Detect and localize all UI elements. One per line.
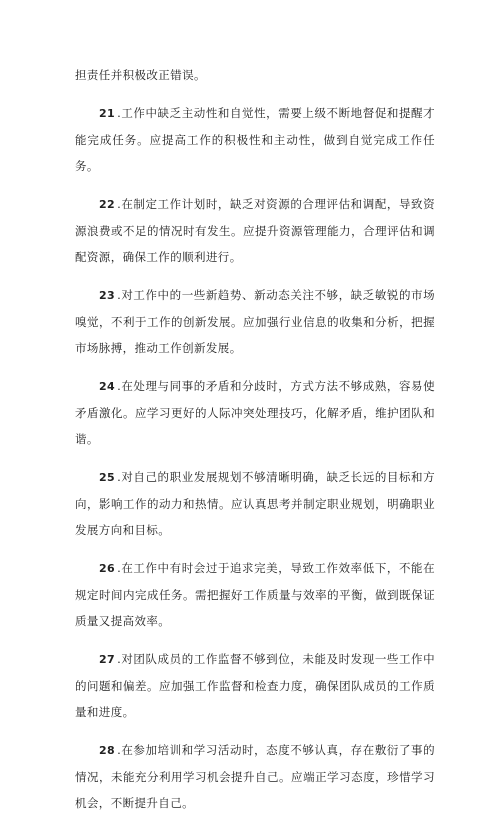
document-body: [75, 62, 435, 816]
item-number: 28: [99, 744, 116, 757]
item-text: .在处理与同事的矛盾和分歧时，方式方法不够成熟，容易使矛盾激化。应学习更好的人际冲突处理技巧，化解矛盾，维护团队和谐。: [75, 379, 435, 446]
item-text: .在制定工作计划时，缺乏对资源的合理评估和调配，导致资源浪费或不足的情况时有发生。应提升资源管理能力，合理评估和调配资源，确保工作的顺利进行。: [75, 197, 435, 264]
item-number: 26: [99, 562, 116, 575]
item-text: .对自己的职业发展规划不够清晰明确，缺乏长远的目标和方向，影响工作的动力和热情。应认真思考并制定职业规划，明确职业发展方向和目标。: [75, 470, 435, 537]
list-item: [75, 737, 435, 816]
item-text: .对团队成员的工作监督不够到位，未能及时发现一些工作中的问题和偏差。应加强工作监督和检查力度，确保团队成员的工作质量和进度。: [75, 652, 435, 719]
item-text: .在工作中有时会过于追求完美，导致工作效率低下，不能在规定时间内完成任务。需把握好工作质量与效率的平衡，做到既保证质量又提高效率。: [75, 561, 435, 628]
list-item: [75, 373, 435, 452]
item-number: 22: [99, 198, 116, 211]
item-text: .在参加培训和学习活动时，态度不够认真，存在敷衍了事的情况，未能充分利用学习机会提升自己。应端正学习态度，珍惜学习机会，不断提升自己。: [75, 743, 435, 810]
item-text: .对工作中的一些新趋势、新动态关注不够，缺乏敏锐的市场嗅觉，不利于工作的创新发展。应加强行业信息的收集和分析，把握市场脉搏，推动工作创新发展。: [75, 288, 435, 355]
item-text: .工作中缺乏主动性和自觉性，需要上级不断地督促和提醒才能完成任务。应提高工作的积极性和主动性，做到自觉完成工作任务。: [75, 106, 435, 173]
item-number: 21: [99, 107, 116, 120]
lead-paragraph: 担责任并积极改正错误。: [75, 68, 206, 82]
list-item: [75, 100, 435, 179]
list-item: [75, 646, 435, 725]
list-item: [75, 191, 435, 270]
item-number: 23: [99, 289, 116, 302]
list-item: [75, 282, 435, 361]
list-item: [75, 464, 435, 543]
list-item: [75, 555, 435, 634]
item-number: 27: [99, 653, 116, 666]
item-number: 25: [99, 471, 116, 484]
item-number: 24: [99, 380, 116, 393]
